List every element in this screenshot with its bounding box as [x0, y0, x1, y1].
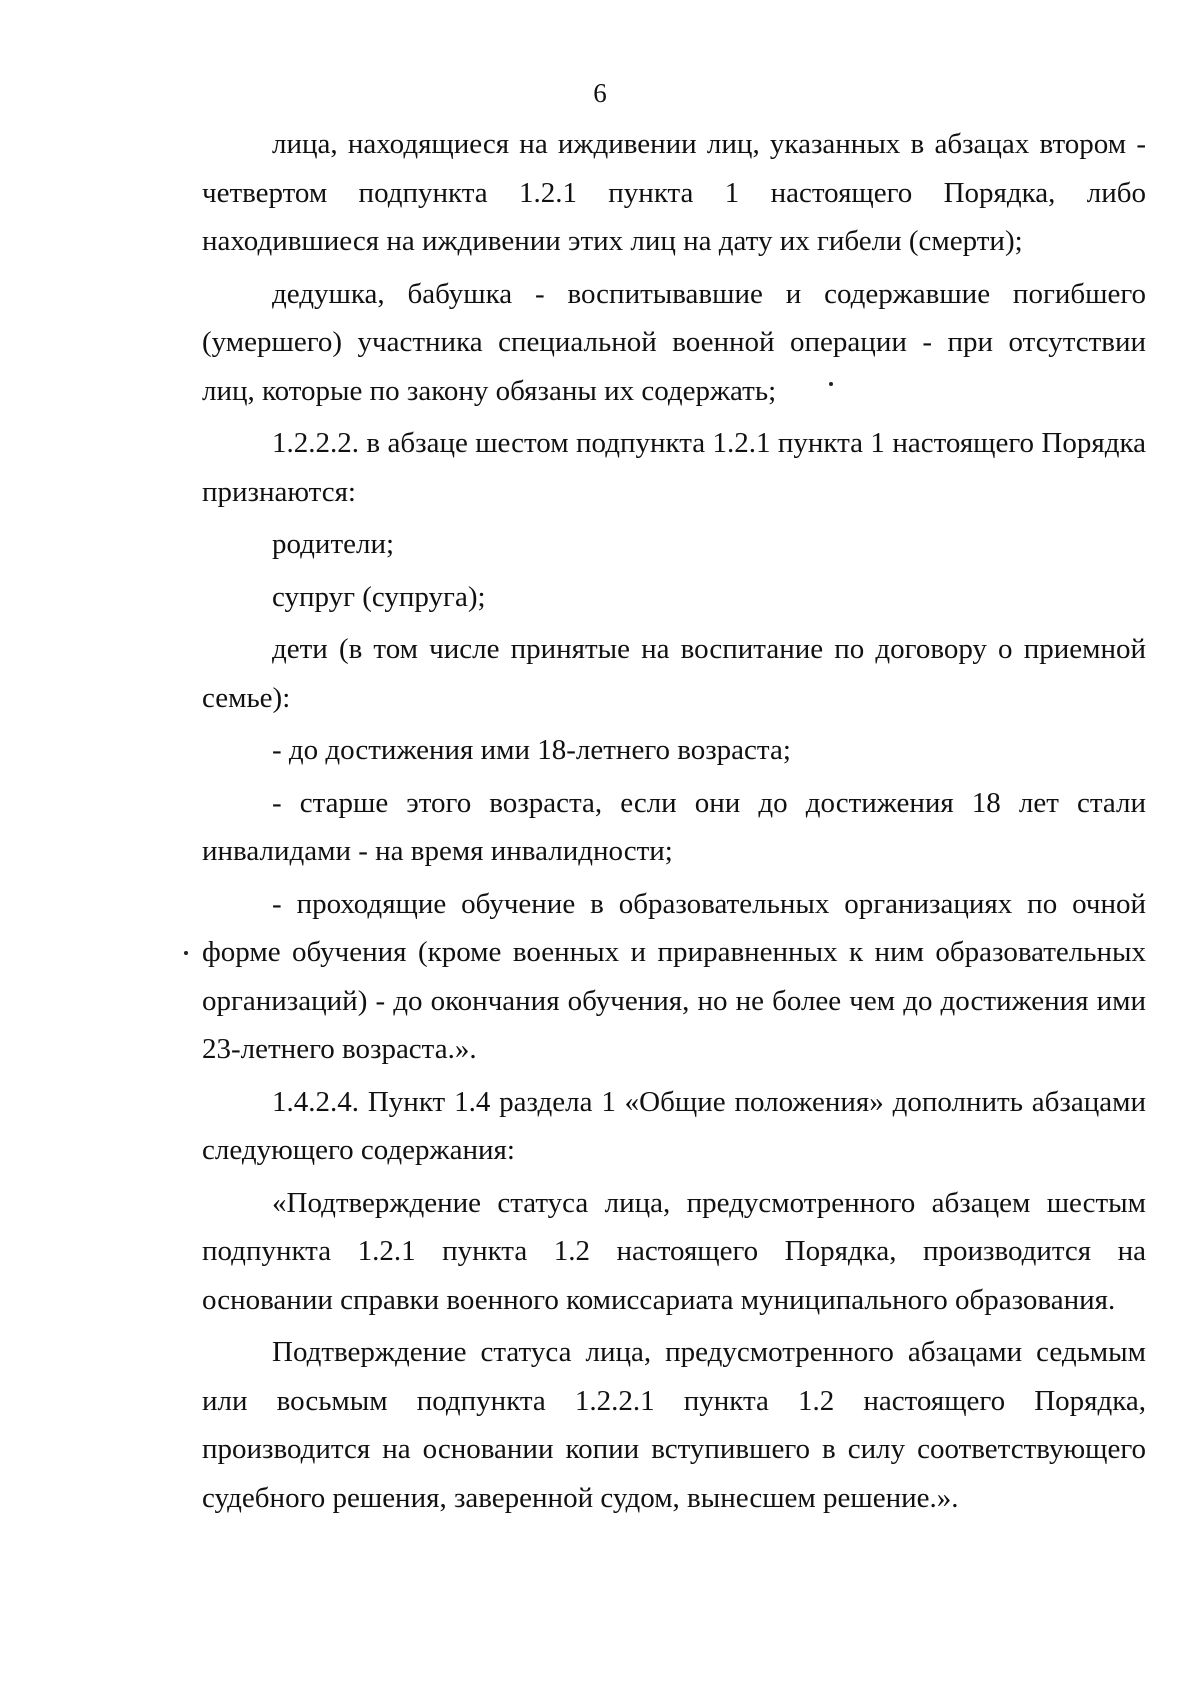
paragraph-children-students: - проходящие обучение в образовательных организациях по очной форме обучения (кроме военных и приравненных к ним образовательных организаций) - до окончания обучения, но не более чем до достижения ими 23-летнего возраста.».: [202, 887, 1146, 1065]
document-body: [202, 120, 1146, 1526]
paragraph-clause-1-4-2-4: 1.4.2.4. Пункт 1.4 раздела 1 «Общие положения» дополнить абзацами следующего содержания:: [202, 1085, 1146, 1166]
page-number: 6: [593, 78, 607, 108]
paragraph-children-disabled: - старше этого возраста, если они до достижения 18 лет стали инвалидами - на время инвалидности;: [202, 786, 1146, 867]
paragraph-children-under-18: - до достижения ими 18-летнего возраста;: [272, 734, 791, 766]
paragraph-clause-1-2-2-2: 1.2.2.2. в абзаце шестом подпункта 1.2.1 пункта 1 настоящего Порядка признаются:: [202, 427, 1146, 508]
paragraph-grandparents: дедушка, бабушка - воспитывавшие и содержавшие погибшего (умершего) участника специальной военной операции - при отсутствии лиц, которые по закону обязаны их содержать;: [202, 277, 1146, 407]
paragraph-parents: родители;: [272, 528, 395, 560]
scan-speck: [829, 382, 833, 386]
paragraph-status-confirmation-1: «Подтверждение статуса лица, предусмотренного абзацем шестым подпункта 1.2.1 пункта 1.2 настоящего Порядка, производится на основании справки военного комиссариата муниципального образования.: [202, 1186, 1146, 1316]
paragraph-children: дети (в том числе принятые на воспитание по договору о приемной семье):: [202, 633, 1146, 714]
paragraph-dependents: лица, находящиеся на иждивении лиц, указанных в абзацах втором - четвертом подпункта 1.2.1 пункта 1 настоящего Порядка, либо находившиеся на иждивении этих лиц на дату их гибели (смерти);: [202, 128, 1146, 257]
scan-speck: [184, 951, 188, 955]
paragraph-spouse: супруг (супруга);: [272, 580, 486, 613]
paragraph-status-confirmation-2: Подтверждение статуса лица, предусмотренного абзацами седьмым или восьмым подпункта 1.2.2.1 пункта 1.2 настоящего Порядка, производится на основании копии вступившего в силу соответствующего судебного решения, заверенной судом, вынесшем решение.».: [202, 1336, 1146, 1514]
